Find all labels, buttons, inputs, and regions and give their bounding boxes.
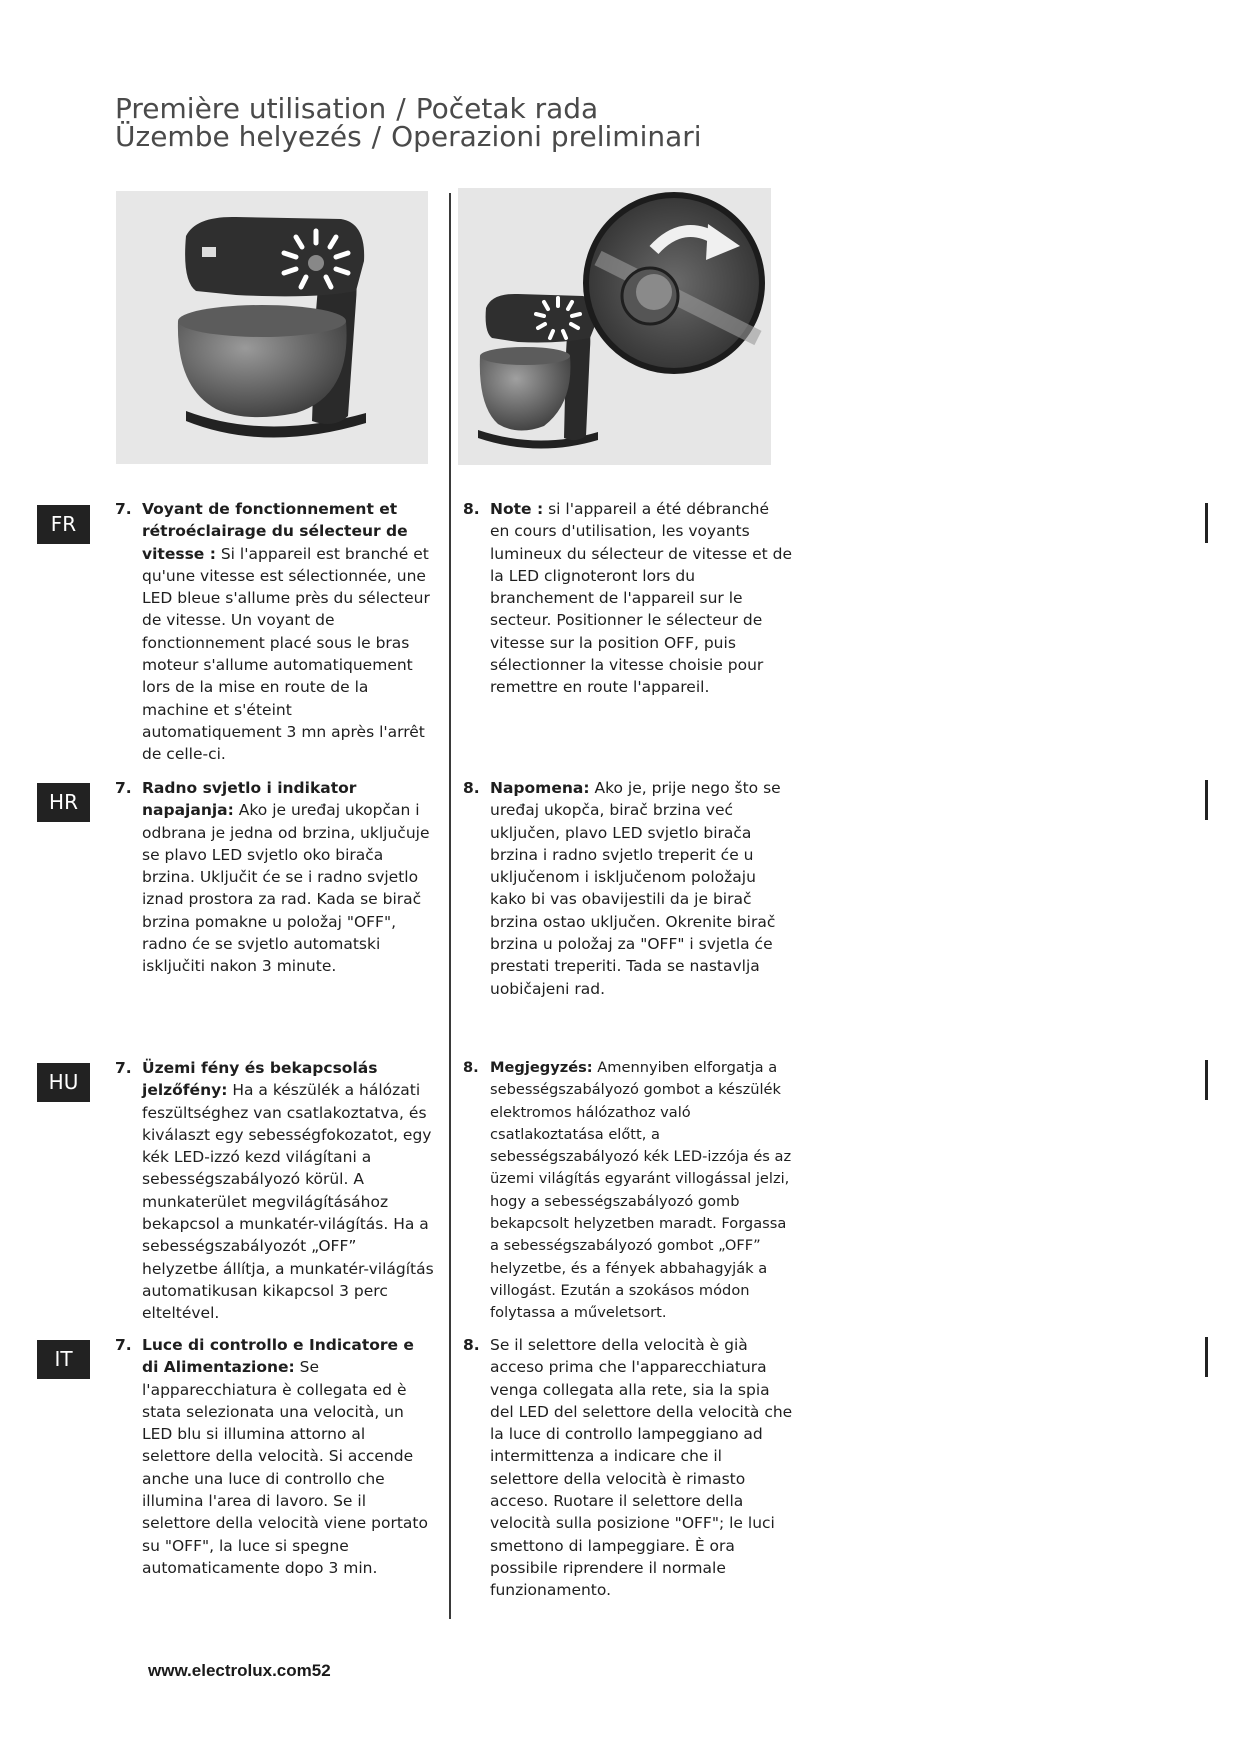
item-number: 7. <box>115 1059 132 1077</box>
title-hr: Početak rada <box>415 92 599 125</box>
it-item-8 <box>463 1334 793 1602</box>
item-text: Ako je uređaj ukopčan i odbrana je jedna od brzina, uključuje se plavo LED svjetlo oko birača brzina. Uključit će se i radno svjetlo iznad prostora za rad. Kada se birač brzina pomakne u položaj "OFF", radno će se svjetlo automatski isključiti nakon 3 minute. <box>142 801 430 976</box>
section-marker-hu <box>1205 1060 1208 1100</box>
item-number: 8. <box>463 1336 480 1354</box>
item-number: 7. <box>115 779 132 797</box>
hu-item-8 <box>463 1057 793 1325</box>
item-heading: Luce di controllo e Indicatore e di Alimentazione: <box>142 1336 414 1377</box>
it-item-7 <box>115 1334 435 1579</box>
mixer-illustration-right <box>458 188 771 465</box>
item-number: 8. <box>463 779 480 797</box>
hr-item-7 <box>115 777 435 978</box>
item-heading: Note : <box>490 500 544 518</box>
fr-item-8 <box>463 498 793 699</box>
item-text: Se l'apparecchiatura è collegata ed è stata selezionata una velocità, un LED blu si illumina attorno al selettore della velocità. Si accende anche una luce di controllo che illumina l'area di lavoro. Se il selettore della velocità viene portato su "OFF", la luce si spegne automaticamente dopo 3 min. <box>142 1358 428 1577</box>
hr-item-8 <box>463 777 793 1000</box>
item-text: Si l'appareil est branché et qu'une vitesse est sélectionnée, une LED bleue s'allume près du sélecteur de vitesse. Un voyant de fonctionnement placé sous le bras moteur s'allume automatiquement lors de la mise en route de la machine et s'éteint automatiquement 3 mn après l'arrêt de celle-ci. <box>142 544 430 764</box>
lang-tab-it: IT <box>37 1340 90 1379</box>
item-text: Se il selettore della velocità è già acceso prima che l'apparecchiatura venga collegata alla rete, sia la spia del LED del selettore della velocità che la luce di controllo lampeggiano ad intermittenza a indicare che il selettore della velocità è rimasto acceso. Ruotare il selettore della velocità sulla posizione "OFF"; le luci smettono di lampeggiare. È ora possibile riprendere il normale funzionamento. <box>490 1336 793 1600</box>
title-separator: / <box>396 92 406 125</box>
lang-tab-fr: FR <box>37 505 90 544</box>
item-heading: Voyant de fonctionnement et rétroéclairage du sélecteur de vitesse : <box>142 500 408 563</box>
item-text: Amennyiben elforgatja a sebességszabályozó gombot a készülék elektromos hálózathoz való csatlakoztatása előtt, a sebességszabályozó kék LED-izzója és az üzemi világítás egyaránt villogással jelzi, hogy a sebességszabályozó gomb bekapcsolt helyzetben maradt. Forgassa a sebességszabályozó gombot „OFF” helyzetbe, és a fények abbahagyják a villogást. Ezután a szokásos módon folytassa a műveletsort. <box>490 1059 792 1322</box>
item-number: 7. <box>115 500 132 518</box>
mixer-illustration-left-svg <box>116 191 428 464</box>
title-separator: / <box>371 120 382 153</box>
fr-item-7 <box>115 498 435 766</box>
mixer-illustration-left <box>116 191 428 464</box>
title-it: Operazioni preliminari <box>391 120 702 153</box>
section-marker-it <box>1205 1337 1208 1377</box>
column-divider <box>449 193 451 1619</box>
section-marker-hr <box>1205 780 1208 820</box>
item-text: Ha a készülék a hálózati feszültséghez van csatlakoztatva, és kiválaszt egy sebességfokozatot, egy kék LED-izzó kezd világítani a sebességszabályozó körül. A munkaterület megvilágításához bekapcsol a munkatér-világítás. Ha a sebességszabályozót „OFF” helyzetbe állítja, a munkatér-világítás automatikusan kikapcsol 3 perc elteltével. <box>142 1081 434 1323</box>
item-number: 8. <box>463 500 480 518</box>
item-heading: Megjegyzés: <box>490 1059 593 1076</box>
title-line-2 <box>115 121 702 153</box>
item-text: si l'appareil a été débranché en cours d'utilisation, les voyants lumineux du sélecteur de vitesse et de la LED clignoteront lors du branchement de l'appareil sur le secteur. Positionner le sélecteur de vitesse sur la position OFF, puis sélectionner la vitesse choisie pour remettre en route l'appareil. <box>490 500 793 697</box>
mixer-illustration-right-svg <box>458 188 771 465</box>
item-number: 8. <box>463 1059 479 1076</box>
section-marker-fr <box>1205 503 1208 543</box>
title-hu: Üzembe helyezés <box>115 120 362 153</box>
lang-tab-hu: HU <box>37 1063 90 1102</box>
item-heading: Radno svjetlo i indikator napajanja: <box>142 779 357 820</box>
footer-url-page-number: www.electrolux.com52 <box>148 1661 331 1680</box>
title-fr: Première utilisation <box>115 92 387 125</box>
item-heading: Üzemi fény és bekapcsolás jelzőfény: <box>142 1059 378 1100</box>
item-heading: Napomena: <box>490 779 590 797</box>
item-text: Ako je, prije nego što se uređaj ukopča, birač brzina već uključen, plavo LED svjetlo birača brzina i radno svjetlo treperit će u uključenom i isključenom položaju kako bi vas obavijestili da je birač brzina ostao uključen. Okrenite birač brzina u položaj za "OFF" i svjetla će prestati treperiti. Tada se nastavlja uobičajeni rad. <box>490 779 781 998</box>
hu-item-7 <box>115 1057 435 1325</box>
item-number: 7. <box>115 1336 132 1354</box>
lang-tab-hr: HR <box>37 783 90 822</box>
